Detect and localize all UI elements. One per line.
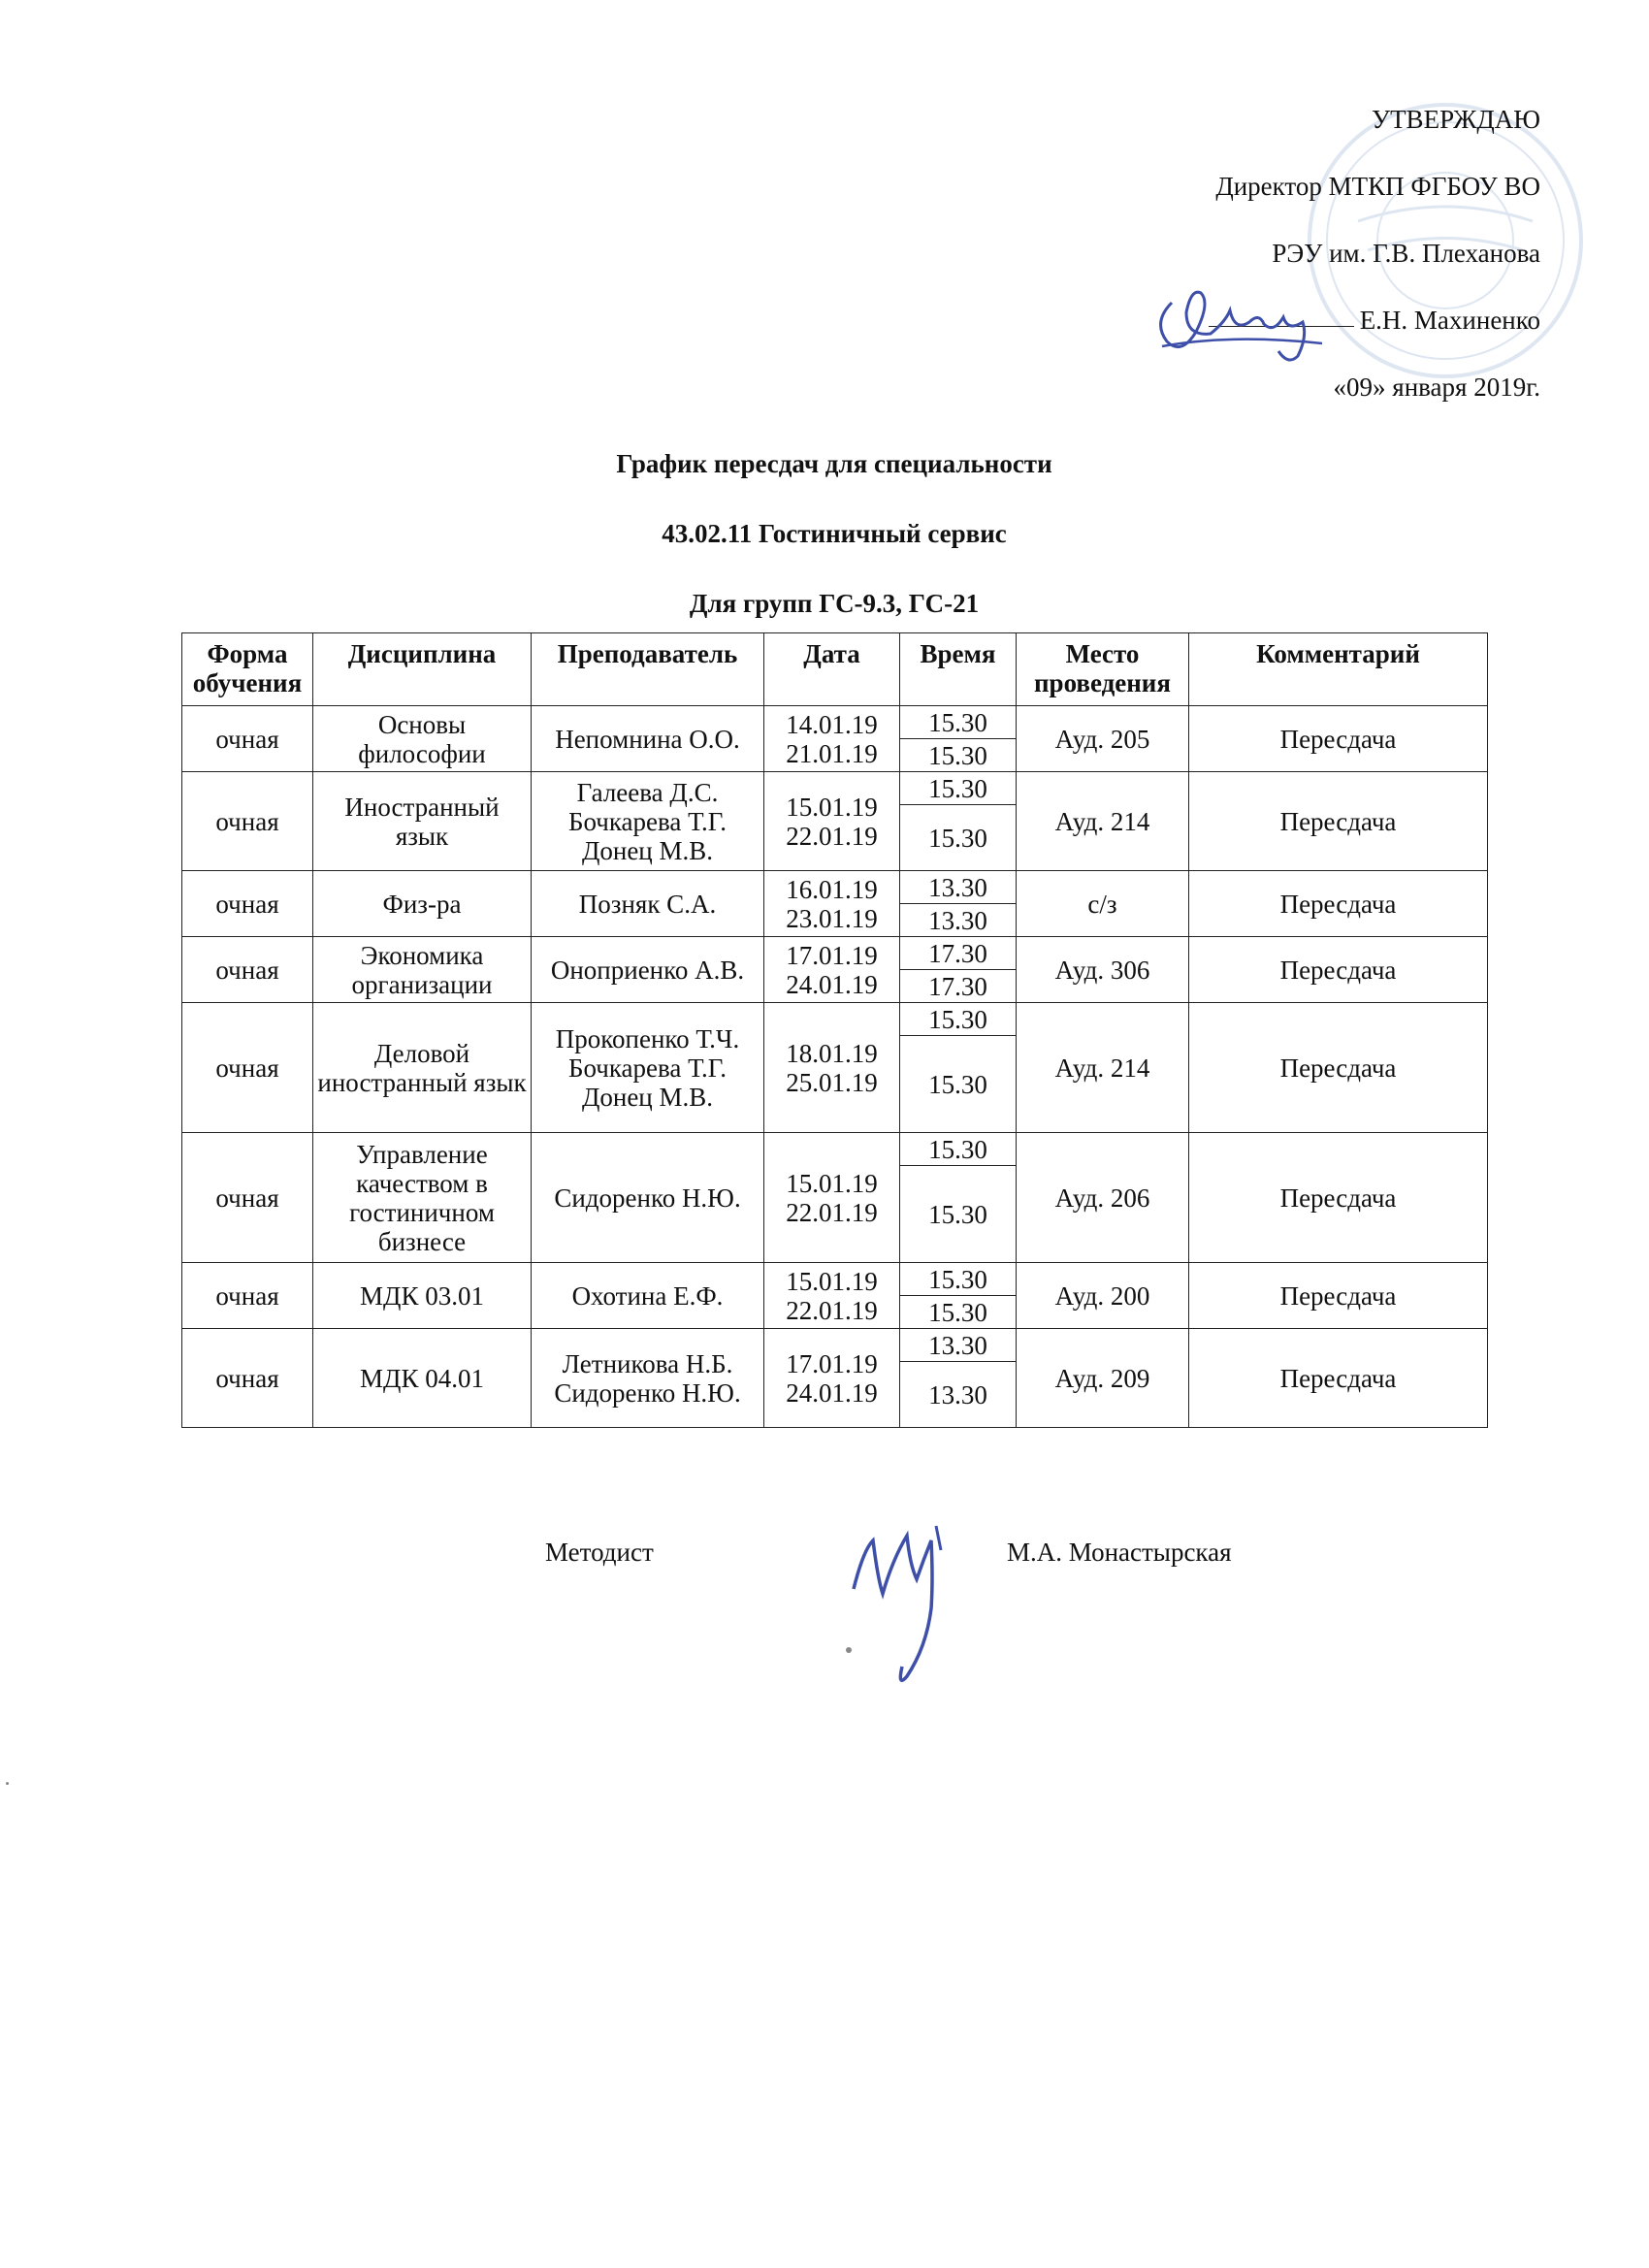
cell-teacher: Непомнина О.О.	[532, 706, 764, 772]
header-date: Дата	[764, 633, 900, 706]
cell-comment: Пересдача	[1189, 1329, 1488, 1428]
cell-place: Ауд. 205	[1017, 706, 1189, 772]
table-row	[182, 871, 1488, 904]
cell-discipline: Физ-ра	[313, 871, 532, 937]
approval-date: «09» января 2019г.	[1333, 373, 1540, 402]
date-2: 24.01.19	[786, 1377, 878, 1408]
cell-form: очная	[182, 1329, 313, 1428]
footer-name: М.А. Монастырская	[1007, 1538, 1232, 1567]
cell-teacher: Прокопенко Т.Ч. Бочкарева Т.Г. Донец М.В.	[532, 1003, 764, 1133]
cell-time-1: 13.30	[900, 871, 1017, 904]
date-2: 22.01.19	[786, 821, 878, 851]
cell-teacher: Летникова Н.Б. Сидоренко Н.Ю.	[532, 1329, 764, 1428]
cell-time-2: 15.30	[900, 1296, 1017, 1329]
cell-discipline: МДК 03.01	[313, 1263, 532, 1329]
date-1: 17.01.19	[786, 1348, 878, 1378]
approval-organization: РЭУ им. Г.В. Плеханова	[1272, 239, 1540, 268]
cell-discipline: Управление качеством в гостиничном бизнесе	[313, 1133, 532, 1263]
cell-time-1: 15.30	[900, 1263, 1017, 1296]
cell-teacher: Оноприенко А.В.	[532, 937, 764, 1003]
cell-time-1: 15.30	[900, 706, 1017, 739]
cell-form: очная	[182, 937, 313, 1003]
table-row	[182, 706, 1488, 739]
cell-comment: Пересдача	[1189, 1133, 1488, 1263]
cell-time-2: 15.30	[900, 739, 1017, 772]
cell-discipline: МДК 04.01	[313, 1329, 532, 1428]
header-teacher: Преподаватель	[532, 633, 764, 706]
cell-form: очная	[182, 1263, 313, 1329]
title-line-1: График пересдач для специальности	[616, 449, 1052, 478]
cell-time-1: 15.30	[900, 1133, 1017, 1166]
cell-dates	[764, 1329, 900, 1428]
cell-time-2: 13.30	[900, 1362, 1017, 1428]
cell-time-2: 15.30	[900, 1036, 1017, 1133]
table-row	[182, 1003, 1488, 1036]
date-1: 15.01.19	[786, 792, 878, 822]
retake-schedule-table	[181, 632, 1488, 1428]
date-1: 15.01.19	[786, 1266, 878, 1296]
cell-teacher: Сидоренко Н.Ю.	[532, 1133, 764, 1263]
cell-dates	[764, 706, 900, 772]
footer-role: Методист	[545, 1538, 654, 1567]
cell-discipline: Основы философии	[313, 706, 532, 772]
cell-dates	[764, 1003, 900, 1133]
ink-dot	[6, 1782, 9, 1785]
date-1: 16.01.19	[786, 874, 878, 904]
cell-time-1: 13.30	[900, 1329, 1017, 1362]
director-signature	[1143, 264, 1337, 371]
cell-dates	[764, 871, 900, 937]
date-2: 21.01.19	[786, 738, 878, 768]
cell-discipline: Экономика организации	[313, 937, 532, 1003]
methodist-signature	[834, 1521, 960, 1696]
cell-comment: Пересдача	[1189, 1003, 1488, 1133]
cell-dates	[764, 937, 900, 1003]
cell-time-1: 15.30	[900, 772, 1017, 805]
cell-form: очная	[182, 1133, 313, 1263]
cell-dates	[764, 1133, 900, 1263]
cell-time-1: 15.30	[900, 1003, 1017, 1036]
header-discipline: Дисциплина	[313, 633, 532, 706]
cell-time-2: 15.30	[900, 1166, 1017, 1263]
cell-comment: Пересдача	[1189, 772, 1488, 871]
ink-dot	[846, 1647, 852, 1653]
cell-teacher: Галеева Д.С. Бочкарева Т.Г. Донец М.В.	[532, 772, 764, 871]
cell-place: Ауд. 206	[1017, 1133, 1189, 1263]
date-2: 24.01.19	[786, 969, 878, 999]
cell-time-2: 15.30	[900, 805, 1017, 871]
cell-place: Ауд. 200	[1017, 1263, 1189, 1329]
cell-discipline: Иностранный язык	[313, 772, 532, 871]
table-row	[182, 937, 1488, 970]
date-2: 22.01.19	[786, 1295, 878, 1325]
cell-form: очная	[182, 706, 313, 772]
date-2: 25.01.19	[786, 1067, 878, 1097]
cell-place: Ауд. 214	[1017, 772, 1189, 871]
cell-form: очная	[182, 772, 313, 871]
table-header-row	[182, 633, 1488, 706]
date-2: 22.01.19	[786, 1197, 878, 1227]
cell-comment: Пересдача	[1189, 937, 1488, 1003]
title-groups: Для групп ГС-9.3, ГС-21	[689, 589, 980, 618]
cell-form: очная	[182, 871, 313, 937]
cell-teacher: Позняк С.А.	[532, 871, 764, 937]
cell-dates	[764, 772, 900, 871]
approval-signer: Е.Н. Махиненко	[1359, 306, 1540, 335]
date-1: 17.01.19	[786, 940, 878, 970]
table-row	[182, 1133, 1488, 1166]
cell-comment: Пересдача	[1189, 706, 1488, 772]
title-specialty: 43.02.11 Гостиничный сервис	[662, 519, 1007, 548]
approval-position: Директор МТКП ФГБОУ ВО	[1215, 172, 1540, 201]
table-row	[182, 1263, 1488, 1296]
date-1: 15.01.19	[786, 1168, 878, 1198]
cell-time-2: 17.30	[900, 970, 1017, 1003]
cell-discipline: Деловой иностранный язык	[313, 1003, 532, 1133]
cell-time-2: 13.30	[900, 904, 1017, 937]
approval-heading: УТВЕРЖДАЮ	[1371, 105, 1540, 134]
date-2: 23.01.19	[786, 903, 878, 933]
table-row	[182, 1329, 1488, 1362]
cell-place: Ауд. 214	[1017, 1003, 1189, 1133]
header-time: Время	[900, 633, 1017, 706]
cell-form: очная	[182, 1003, 313, 1133]
cell-place: Ауд. 306	[1017, 937, 1189, 1003]
header-place: Место проведения	[1017, 633, 1189, 706]
document-title	[0, 444, 1649, 654]
header-comment: Комментарий	[1189, 633, 1488, 706]
date-1: 14.01.19	[786, 709, 878, 739]
header-form: Форма обучения	[182, 633, 313, 706]
cell-teacher: Охотина Е.Ф.	[532, 1263, 764, 1329]
cell-comment: Пересдача	[1189, 1263, 1488, 1329]
table-row	[182, 772, 1488, 805]
cell-dates	[764, 1263, 900, 1329]
cell-place: Ауд. 209	[1017, 1329, 1189, 1428]
cell-comment: Пересдача	[1189, 871, 1488, 937]
cell-time-1: 17.30	[900, 937, 1017, 970]
date-1: 18.01.19	[786, 1038, 878, 1068]
cell-place: с/з	[1017, 871, 1189, 937]
